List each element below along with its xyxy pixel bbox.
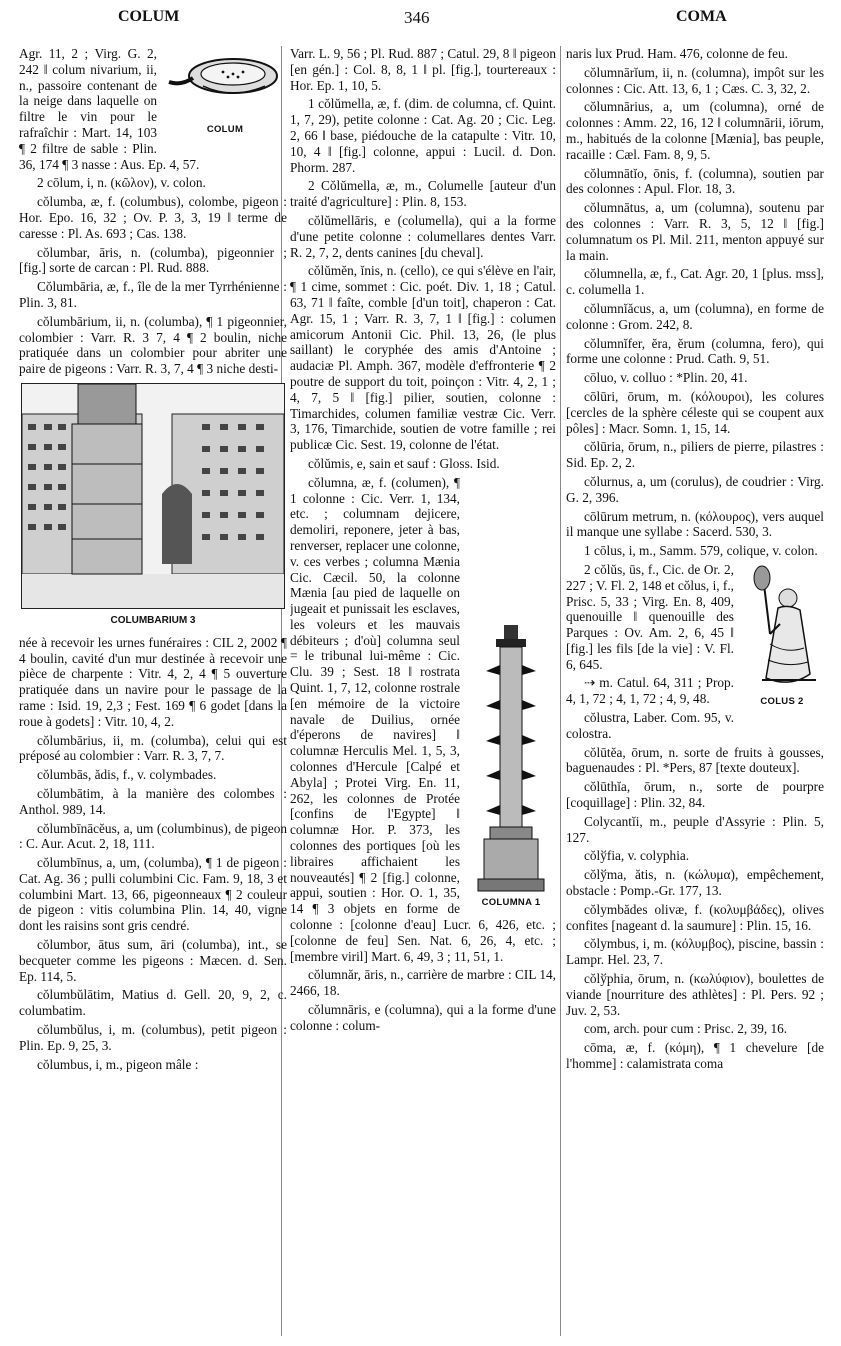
colus-spinner-illustration (740, 564, 824, 694)
entry: cŏlumbārius, ii, m. (columba), celui qui est préposé au colombier : Varr. R. 3, 7, 7. (19, 732, 287, 764)
page-number: 346 (404, 8, 430, 27)
entry: Colycantĭi, m., peuple d'Assyrie : Plin. 5, 127. (566, 813, 824, 845)
entry: cŏlumbar, āris, n. (columba), pigeonnier ; [fig.] sorte de carcan : Pl. Rud. 888. (19, 244, 287, 276)
entry: cŏlўphia, ōrum, n. (κωλύφιον), boulettes de viande [nourriture des athlètes] : Pl. Pers. 92 ; Juv. 2, 53. (566, 971, 824, 1018)
entry: cŏlŭmellāris, e (columella), qui a la forme d'une petite colonne : columellares dentes Varr. R. 2, 7, 2, dents canines [du cheval]. (290, 212, 556, 260)
entry: cŏlumbīnācĕus, a, um (columbinus), de pigeon : C. Aur. Acut. 2, 18, 111. (19, 820, 287, 852)
entry: Cŏlumbāria, æ, f., île de la mer Tyrrhénienne : Plin. 3, 81. (19, 279, 287, 310)
entry: cŏlūria, ōrum, n., piliers de pierre, pilastres : Sid. Ep. 2, 2. (566, 439, 824, 471)
entry: 1 cōlus, i, m., Samm. 579, colique, v. colon. (584, 543, 818, 559)
entry: ⇢ m. Catul. 64, 311 ; Prop. 4, 1, 72 ; 4, 1, 72 ; 4, 9, 48. (566, 675, 734, 707)
figure-columna (466, 625, 556, 911)
column-1 (19, 46, 287, 1340)
entry: cŏlumba, æ, f. (columbus), colombe, pigeon : Hor. Epo. 16, 32 ; Ov. P. 3, 3, 19 ‖ terme de caresse : Pl. As. 693 ; Cas. 138. (19, 194, 287, 241)
entry: 1 cŏlŭmella, æ, f. (dim. de columna, cf. Quint. 1, 7, 29), petite colonne : Cat. Ag. 20 ; Cic. Leg. 2, 66 ‖ base, piédouche de la catapulte : Vitr. 10, 10, 4 ‖ [fig.] colonne, appui : Lucil. d. Don. Phorm. 287. (290, 96, 556, 175)
entry: cŏlumbātim, à la manière des colombes : Anthol. 989, 14. (19, 785, 287, 817)
entry: cŏlўfia, v. colyphia. (584, 848, 690, 864)
entry: cŏlumnĭăcus, a, um (columna), en forme de colonne : Grom. 242, 8. (566, 300, 824, 332)
columbarium-illustration (21, 383, 285, 609)
entry: com, arch. pour cum : Prisc. 2, 39, 16. (584, 1021, 788, 1037)
entry: cŏlustra, Laber. Com. 95, v. colostra. (566, 710, 734, 741)
entry: cŏlumbīnus, a, um, (columba), ¶ 1 de pigeon : Cat. Ag. 36 ; pulli columbini Cic. Fam. 9, 18, 3 et columbini Mart. 13, 66, pigeonneaux ¶ 2 couleur de pigeon : vitis columbina Plin. 14, 40, vigne dont les raisins sont gris cendré. (19, 855, 287, 934)
entry: cōma, æ, f. (κόμη), ¶ 1 chevelure [de l'homme] : calamistrata coma (566, 1040, 824, 1072)
entry: cŏlumnāris, e (columna), qui a la forme d'une colonne : colum- (290, 1002, 556, 1033)
entry: cŏlumbŭlus, i, m. (columbus), petit pigeon : Plin. Ep. 9, 25, 3. (19, 1022, 287, 1053)
entry: cŏlumnăr, āris, n., carrière de marbre : CIL 14, 2466, 18. (290, 967, 556, 999)
entry: cŏlŭmĕn, ĭnis, n. (cello), ce qui s'élève en l'air, ¶ 1 cime, sommet : Cic. poét. Div. 1, 18 ; Catul. 63, 71 ‖ faîte, comble [d'un toit], chaperon : Cat. Agr. 15, 1 ; Varr. R. 3, 7, 1 ‖ [fig.] : columen amicorum Antonii Cic. Phil. 13, 26, (le plus saillant) le coryphée des amis d'Antoine ; audaciæ Pl. Amph. 367, modèle d'effronterie ¶ 2 poutre de support du toit, poinçon : Vitr. 4, 2, 1 ; 4, 7, 5 ‖ [fig.] pilier, soutien, colonne : Timarchides, columen familiæ vestræ Cic. Verr. 3, 176, Timarchide, soutien de votre famille ; rei publicæ Cic. Sest. 19, colonne de l'état. (290, 263, 556, 453)
entry: cŏlumbor, ātus sum, āri (columba), int., se becqueter comme les pigeons : Mæcen. d. Sen. Ep. 114, 5. (19, 937, 287, 984)
entry: cŏlymbădes olivæ, f. (κολυμβάδες), olives confites [nageant d. la saumure] : Plin. 15, 16. (566, 901, 824, 933)
figure-columbarium (19, 383, 287, 629)
entry: 2 cōlum, i, n. (κῶλον), v. colon. (37, 175, 206, 191)
entry: cŏlymbus, i, m. (κόλυμβος), piscine, bassin : Lampr. Hel. 23, 7. (566, 936, 824, 968)
running-header (0, 8, 841, 30)
entry: cŏlumbus, i, m., pigeon mâle : (37, 1056, 199, 1072)
entry-colum-cont: COLUM Agr. 11, 2 ; Virg. G. 2, 242 ‖ colum nivarium, ii, n., passoire contenant de la neige dans laquelle on filtre le vin pour le rafraîchir : Mart. 14, 103 ¶ 2 filtre de sable : Plin. 36, 174 ¶ 3 nasse : Aus. Ep. 4, 57. (19, 46, 287, 172)
entry: cŏlumnātus, a, um (columna), soutenu par des colonnes : Varr. R. 3, 5, 12 ‖ [fig.] columnatum os Pl. Mil. 211, menton appuyé sur la main. (566, 200, 824, 263)
entry: cŏlumnārĭum, ii, n. (columna), impôt sur les colonnes : Cic. Att. 13, 6, 1 ; Cæs. C. 3, 32, 2. (566, 64, 824, 96)
entry: cŏlumnĭfer, ĕra, ĕrum (columna, fero), qui forme une colonne : Prud. Cath. 9, 51. (566, 335, 824, 367)
header-right-word: COMA (676, 8, 727, 25)
entry: cŏlumnātĭo, ōnis, f. (columna), soutien par des colonnes : Apul. Flor. 18, 3. (566, 165, 824, 197)
column-3 (566, 46, 824, 1340)
figure-caption-colum: COLUM (206, 124, 244, 135)
entry: cŏlūthĭa, ōrum, n., sorte de pourpre [coquillage] : Plin. 32, 84. (566, 779, 824, 811)
columna-rostrata-illustration (466, 625, 556, 895)
column-divider (560, 46, 561, 1336)
entry-cont: Varr. L. 9, 56 ; Pl. Rud. 887 ; Catul. 29, 8 ‖ pigeon [en gén.] : Col. 8, 8, 1 ‖ pl. [fig.], tourtereaux : Hor. Ep. 1, 10, 5. (290, 46, 556, 93)
column-2 (290, 46, 556, 1340)
entry: cōlūri, ōrum, m. (κόλουροι), les colures [cercles de la sphère céleste qui se coupent aux pôles] : Macr. Somn. 1, 15, 14. (566, 388, 824, 436)
entry: cŏlumnārius, a, um (columna), orné de colonnes : Amm. 22, 16, 12 ‖ columnārii, iōrum, m., habitués de la colonne [Mænia], bas peuple, racaille : Cæl. Fam. 8, 9, 5. (566, 99, 824, 162)
entry: cŏlumbārium, ii, n. (columba), ¶ 1 pigeonnier, colombier : Varr. R. 3 7, 4 ¶ 2 boulin, niche pratiquée dans un colombier pour abriter une paire de pigeons : Varr. R. 3, 7, 4 ¶ 3 niche desti- (19, 313, 287, 377)
entry-colus: COLUS 2 2 cŏlŭs, ūs, f., Cic. de Or. 2, 227 ; V. Fl. 2, 148 et cŏlus, i, f., Prisc. 5, 33 ; Virg. En. 8, 409, quenouille ‖ quenouille des Parques : Ov. Am. 2, 6, 45 ‖ [fig.] les fils [de la vie] : V. Fl. 6, 645. (566, 562, 824, 673)
entry-columna: COLUMNA 1 cŏlumna, æ, f. (columen), ¶ 1 colonne : Cic. Verr. 1, 134, etc. ; columnam dejicere, demoliri, reponere, jeter à bas, renverser, replacer une colonne, v. ces verbes ; columna Mænia Cic. Cæcil. 50, la colonne Mænia [au pied de laquelle on jugeait et punissait les esclaves, les voleurs et les mauvais débiteurs ; d'où] columna seul = le tribunal lui-même : Cic. Clu. 39 ; Sest. 18 ‖ rostrata Quint. 1, 7, 12, colonne rostrale [en mémoire de la victoire navale de Duilius, ornée d'éperons de navires] ‖ columnæ Herculis Mel. 1, 5, 3, colonnes d'Hercule [Calpé et Abyla] ; Protei Virg. En. 11, 262, les colonnes de Protée [confins de l'Egypte] ‖ columnæ Hor. P. 373, les colonnes des portiques [où les libraires affichaient les nouveautés] ¶ 2 [fig.] colonne, appui, soutien : Hor. O. 1, 35, 14 ¶ 3 objets en forme de colonne : [colonne d'eau] Lucr. 6, 426, etc. ; [colonne de feu] Sen. Nat. 6, 26, 4, etc. ; [membre viril] Mart. 6, 49, 3 ; 11, 51, 1. (290, 474, 556, 964)
entry: cŏlўma, ătis, n. (κώλυμα), empêchement, obstacle : Pomp.-Gr. 177, 13. (566, 867, 824, 899)
colum-strainer-illustration (163, 48, 287, 122)
entry: cŏlumbās, ădis, f., v. colymbades. (37, 767, 217, 783)
figure-caption-colus: COLUS 2 (760, 695, 804, 707)
entry-cont: née à recevoir les urnes funéraires : CIL 2, 2002 ¶ 4 boulin, cavité d'un mur destinée à recevoir une pièce de charpente : Vitr. 4, 2, 4 ¶ 5 ouverture pratiquée dans un navire pour le passage de la rame : Isid. 19, 2,3 ; Fest. 169 ¶ 6 godet [dans la roue à godets] : Vitr. 10, 4, 2. (19, 634, 287, 729)
entry: cōluo, v. colluo : *Plin. 20, 41. (584, 370, 748, 386)
figure-colum (163, 48, 287, 138)
entry: cŏlurnus, a, um (corulus), de coudrier : Virg. G. 2, 396. (566, 473, 824, 505)
entry: cŏlumnella, æ, f., Cat. Agr. 20, 1 [plus. mss], c. columella 1. (566, 266, 824, 298)
entry: 2 Cŏlŭmella, æ, m., Columelle [auteur d'un traité d'agriculture] : Plin. 8, 153. (290, 178, 556, 210)
header-left-word: COLUM (118, 8, 180, 25)
figure-caption-columna: COLUMNA 1 (481, 896, 541, 908)
entry: cŏlŭmis, e, sain et sauf : Gloss. Isid. (308, 455, 500, 471)
entry: cŏlumbŭlātim, Matius d. Gell. 20, 9, 2, c. columbatim. (19, 987, 287, 1019)
entry: cōlūrum metrum, n. (κόλουρος), vers auquel il manque une syllabe : Sacerd. 530, 3. (566, 508, 824, 540)
figure-colus (740, 564, 824, 710)
entry-cont: naris lux Prud. Ham. 476, colonne de feu. (566, 46, 788, 61)
entry: cŏlūtĕa, ōrum, n. sorte de fruits à gousses, baguenaudes : Pl. *Pers, 87 [texte douteux]. (566, 744, 824, 776)
figure-caption-columbarium: COLUMBARIUM 3 (110, 614, 196, 626)
